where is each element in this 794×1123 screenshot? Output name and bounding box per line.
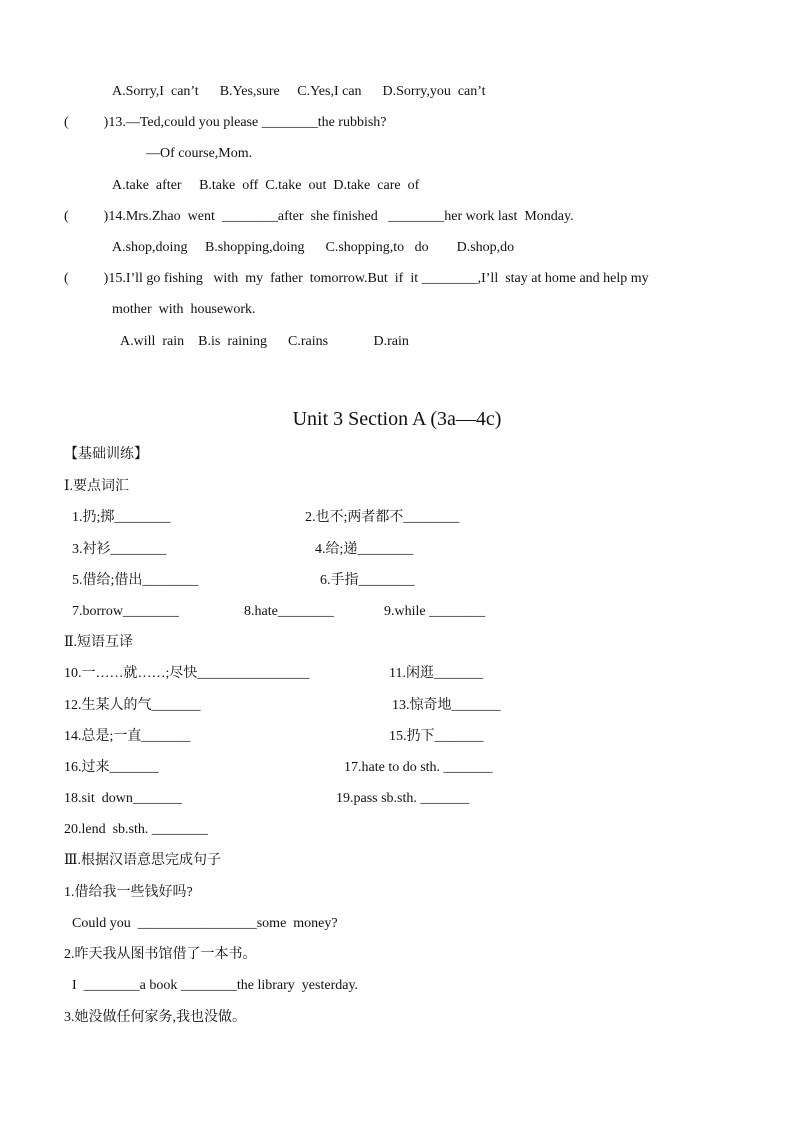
phrase-item: 18.sit down_______ [64,791,182,806]
phrase-item: 16.过来_______ [64,760,159,775]
q13-reply: —Of course,Mom. [146,146,253,161]
vocab-item: 3.衬衫________ [72,542,167,557]
sentence-chinese: 3.她没做任何家务,我也没做。 [64,1010,246,1025]
vocab-item: 8.hate________ [244,604,334,619]
q15-options: A.will rain B.is raining C.rains D.rain [120,334,409,349]
vocab-item: 6.手指________ [320,573,415,588]
phrase-item: 15.扔下_______ [389,729,484,744]
q14-options: A.shop,doing B.shopping,doing C.shopping,to do D.shop,do [112,240,515,255]
vocab-item: 9.while ________ [384,604,486,619]
basic-training-label: 【基础训练】 [64,447,148,462]
section3-heading: Ⅲ.根据汉语意思完成句子 [64,853,222,868]
phrase-item: 11.闲逛_______ [389,666,483,681]
section1-heading: Ⅰ.要点词汇 [64,479,130,494]
sentence-chinese: 2.昨天我从图书馆借了一本书。 [64,947,257,962]
vocab-item: 7.borrow________ [72,604,179,619]
vocab-item: 2.也不;两者都不________ [305,510,460,525]
sentence-english: I ________a book ________the library yesterday. [72,978,359,993]
q14-question: ( )14.Mrs.Zhao went ________after she finished ________her work last Monday. [64,209,574,224]
sentence-english: Could you _________________some money? [72,916,338,931]
q13-options: A.take after B.take off C.take out D.take care of [112,178,420,193]
phrase-item: 19.pass sb.sth. _______ [336,791,470,806]
section2-heading: Ⅱ.短语互译 [64,635,134,650]
phrase-item: 14.总是;一直_______ [64,729,191,744]
q12-options: A.Sorry,I can’t B.Yes,sure C.Yes,I can D.Sorry,you can’t [112,84,486,99]
phrase-item: 20.lend sb.sth. ________ [64,822,208,837]
q13-question: ( )13.—Ted,could you please ________the rubbish? [64,115,387,130]
vocab-item: 1.扔;掷________ [72,510,171,525]
phrase-item: 17.hate to do sth. _______ [344,760,493,775]
vocab-item: 5.借给;借出________ [72,573,199,588]
unit-title: Unit 3 Section A (3a—4c) [292,408,502,430]
phrase-item: 10.一……就……;尽快________________ [64,666,310,681]
q15-continuation: mother with housework. [112,302,256,317]
vocab-item: 4.给;递________ [315,542,414,557]
sentence-chinese: 1.借给我一些钱好吗? [64,885,193,900]
q15-question: ( )15.I’ll go fishing with my father tomorrow.But if it ________,I’ll stay at home and help my [64,271,649,286]
phrase-item: 13.惊奇地_______ [392,698,501,713]
phrase-item: 12.生某人的气_______ [64,698,201,713]
